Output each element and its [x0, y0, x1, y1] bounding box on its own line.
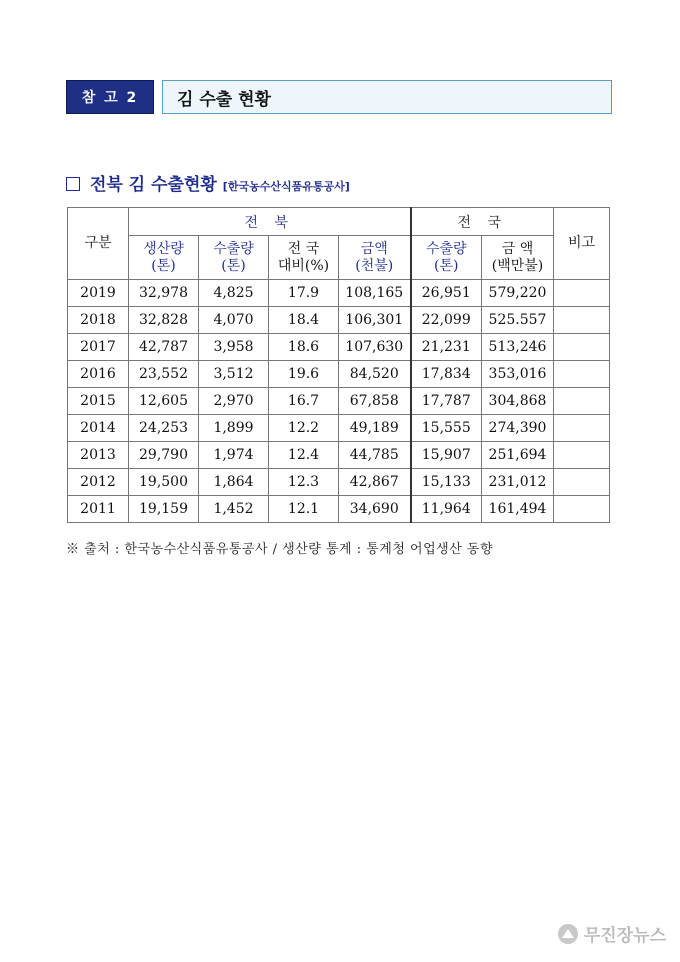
- checkbox-square-icon: [66, 177, 80, 191]
- cell-nat-exp: 15,555: [411, 415, 482, 442]
- cell-exp: 4,070: [199, 307, 269, 334]
- cell-prod: 19,159: [129, 496, 199, 523]
- cell-exp: 3,512: [199, 361, 269, 388]
- cell-amount: 42,867: [339, 469, 411, 496]
- cell-prod: 23,552: [129, 361, 199, 388]
- table-row: [68, 307, 610, 334]
- cell-nat-exp: 17,787: [411, 388, 482, 415]
- table-row: [68, 496, 610, 523]
- cell-year: 2018: [68, 307, 129, 334]
- cell-year: 2017: [68, 334, 129, 361]
- cell-exp: 2,970: [199, 388, 269, 415]
- table-row: [68, 361, 610, 388]
- cell-amount: 108,165: [339, 280, 411, 307]
- cell-note: [554, 361, 610, 388]
- cell-amount: 34,690: [339, 496, 411, 523]
- cell-ratio: 12.4: [269, 442, 339, 469]
- cell-amount: 106,301: [339, 307, 411, 334]
- header-ratio: 전 국 대비(%): [269, 236, 339, 280]
- cell-note: [554, 469, 610, 496]
- cell-nat-amount: 161,494: [482, 496, 554, 523]
- table-row: [68, 388, 610, 415]
- cell-note: [554, 307, 610, 334]
- reference-tag: 참 고 2: [66, 80, 154, 114]
- cell-year: 2019: [68, 280, 129, 307]
- cell-prod: 12,605: [129, 388, 199, 415]
- cell-ratio: 16.7: [269, 388, 339, 415]
- cell-ratio: 19.6: [269, 361, 339, 388]
- cell-ratio: 12.3: [269, 469, 339, 496]
- cell-note: [554, 415, 610, 442]
- reference-header: [66, 80, 612, 114]
- cell-year: 2013: [68, 442, 129, 469]
- cell-exp: 1,974: [199, 442, 269, 469]
- cell-exp: 1,864: [199, 469, 269, 496]
- header-production: 생산량 (톤): [129, 236, 199, 280]
- cell-amount: 84,520: [339, 361, 411, 388]
- watermark-logo-icon: [558, 924, 578, 944]
- cell-nat-exp: 17,834: [411, 361, 482, 388]
- cell-year: 2012: [68, 469, 129, 496]
- cell-nat-exp: 15,907: [411, 442, 482, 469]
- cell-exp: 3,958: [199, 334, 269, 361]
- header-amount: 금액 (천불): [339, 236, 411, 280]
- cell-prod: 29,790: [129, 442, 199, 469]
- cell-note: [554, 496, 610, 523]
- watermark-text: 무진장뉴스: [583, 926, 666, 946]
- header-national-export: 수출량 (톤): [411, 236, 482, 280]
- cell-amount: 67,858: [339, 388, 411, 415]
- cell-nat-exp: 15,133: [411, 469, 482, 496]
- cell-nat-amount: 231,012: [482, 469, 554, 496]
- cell-nat-amount: 353,016: [482, 361, 554, 388]
- cell-amount: 49,189: [339, 415, 411, 442]
- cell-prod: 42,787: [129, 334, 199, 361]
- cell-nat-amount: 251,694: [482, 442, 554, 469]
- table-row: [68, 415, 610, 442]
- cell-exp: 1,452: [199, 496, 269, 523]
- cell-nat-exp: 26,951: [411, 280, 482, 307]
- cell-ratio: 12.2: [269, 415, 339, 442]
- cell-year: 2014: [68, 415, 129, 442]
- cell-year: 2015: [68, 388, 129, 415]
- export-table: [67, 207, 610, 523]
- header-note: 비고: [554, 208, 610, 280]
- cell-ratio: 18.6: [269, 334, 339, 361]
- cell-exp: 4,825: [199, 280, 269, 307]
- table-row: [68, 280, 610, 307]
- cell-nat-amount: 304,868: [482, 388, 554, 415]
- header-year: 구분: [68, 208, 129, 280]
- section-title: 전북 김 수출현황: [90, 175, 217, 195]
- cell-nat-amount: 513,246: [482, 334, 554, 361]
- cell-note: [554, 280, 610, 307]
- footnote: ※ 출처 : 한국농수산식품유통공사 / 생산량 통계 : 통계청 어업생산 동향: [66, 542, 494, 557]
- section-source: [한국농수산식품유통공사]: [222, 180, 350, 193]
- cell-ratio: 12.1: [269, 496, 339, 523]
- cell-nat-amount: 274,390: [482, 415, 554, 442]
- table-row: [68, 334, 610, 361]
- cell-note: [554, 442, 610, 469]
- cell-ratio: 18.4: [269, 307, 339, 334]
- header-group-jeonbuk: 전 북: [129, 208, 411, 236]
- cell-year: 2011: [68, 496, 129, 523]
- cell-note: [554, 334, 610, 361]
- cell-amount: 44,785: [339, 442, 411, 469]
- cell-exp: 1,899: [199, 415, 269, 442]
- cell-nat-exp: 22,099: [411, 307, 482, 334]
- cell-nat-exp: 21,231: [411, 334, 482, 361]
- cell-year: 2016: [68, 361, 129, 388]
- watermark: [558, 921, 666, 946]
- header-group-national: 전 국: [411, 208, 554, 236]
- cell-nat-amount: 525.557: [482, 307, 554, 334]
- table-row: [68, 442, 610, 469]
- cell-nat-exp: 11,964: [411, 496, 482, 523]
- reference-title: 김 수출 현황: [162, 80, 612, 114]
- cell-prod: 32,828: [129, 307, 199, 334]
- header-national-amount: 금 액 (백만불): [482, 236, 554, 280]
- cell-prod: 32,978: [129, 280, 199, 307]
- cell-prod: 19,500: [129, 469, 199, 496]
- cell-prod: 24,253: [129, 415, 199, 442]
- cell-amount: 107,630: [339, 334, 411, 361]
- section-heading: [66, 170, 350, 195]
- cell-nat-amount: 579,220: [482, 280, 554, 307]
- cell-note: [554, 388, 610, 415]
- header-export: 수출량 (톤): [199, 236, 269, 280]
- table-row: [68, 469, 610, 496]
- cell-ratio: 17.9: [269, 280, 339, 307]
